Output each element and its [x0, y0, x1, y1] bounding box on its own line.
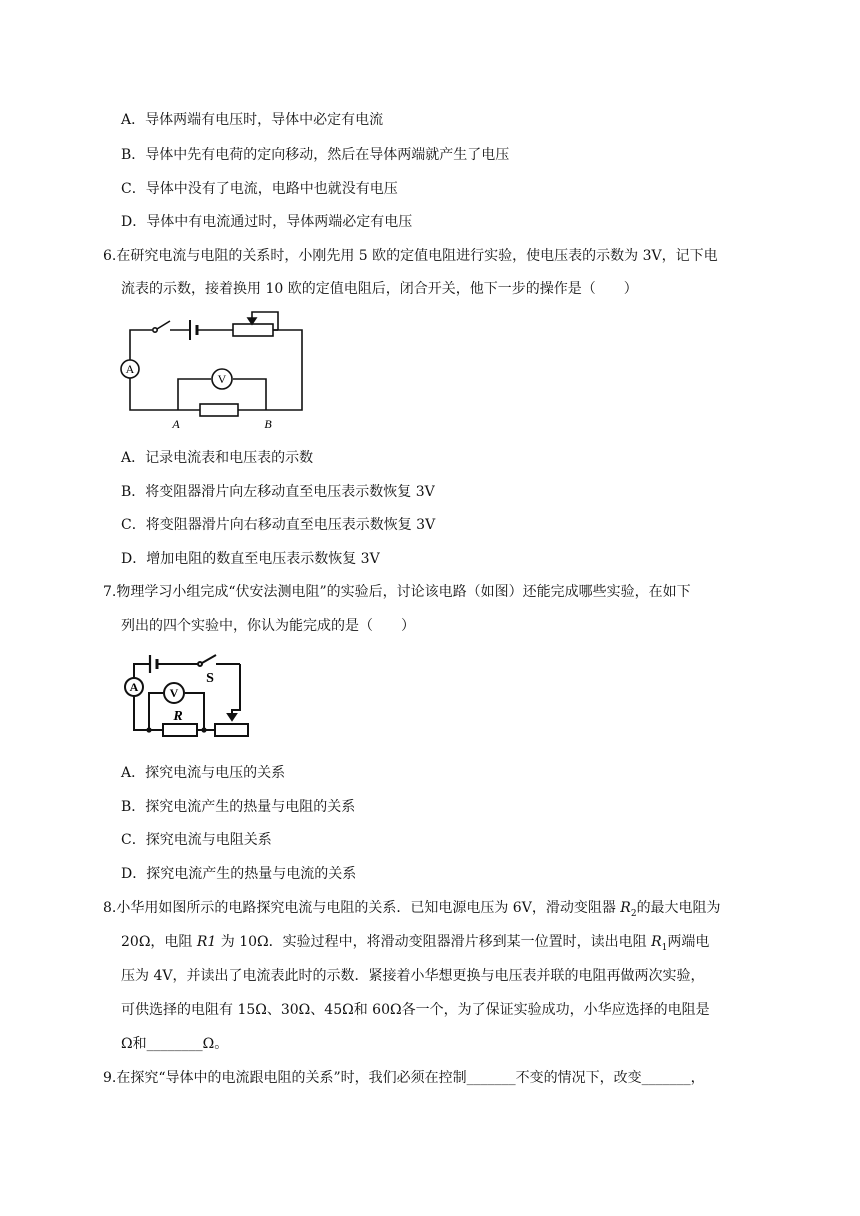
q8-stem-line5: Ω和________Ω。	[121, 1036, 229, 1052]
q7-ammeter-label: A	[129, 680, 139, 694]
q8-text: 为 10Ω．实验过程中，将滑动变阻器滑片移到某一位置时，读出电阻	[216, 934, 652, 950]
q7-option-b: B．探究电流产生的热量与电阻的关系	[121, 799, 356, 815]
q9-stem-line1: 9.在探究“导体中的电流跟电阻的关系”时，我们必须在控制_______不变的情况下，改变_______，	[103, 1070, 705, 1086]
q7-switch-label: S	[206, 671, 214, 686]
q7-resistor-label: R	[173, 709, 183, 724]
q8-text: 两端电	[667, 934, 710, 950]
q6-stem-line1: 6.在研究电流与电阻的关系时，小刚先用 5 欧的定值电阻进行实验，使电压表的示数为 3V，记下电	[103, 248, 718, 264]
q8-r1-symbol-b: R	[651, 934, 662, 950]
q8-stem-line4: 可供选择的电阻有 15Ω、30Ω、45Ω和 60Ω各一个，为了保证实验成功，小华应选择的电阻是	[121, 1002, 710, 1018]
q6-ammeter-label: A	[125, 362, 135, 376]
q6-stem-line2: 流表的示数，接着换用 10 欧的定值电阻后，闭合开关，他下一步的操作是（ ）	[121, 281, 638, 297]
q8-r1-subscript: 1	[661, 942, 668, 953]
q7-voltmeter-label: V	[169, 686, 179, 700]
q7-option-d: D．探究电流产生的热量与电流的关系	[121, 866, 357, 882]
q5-option-b: B．导体中先有电荷的定向移动，然后在导体两端就产生了电压	[121, 147, 510, 163]
q6-option-d: D．增加电阻的数直至电压表示数恢复 3V	[121, 551, 380, 567]
q7-option-c: C．探究电流与电阻关系	[121, 832, 272, 848]
q8-stem-line3: 压为 4V，并读出了电流表此时的示数．紧接着小华想更换与电压表并联的电阻再做两次实验，	[121, 968, 705, 984]
q7-option-a: A．探究电流与电压的关系	[121, 765, 286, 781]
q5-option-c: C．导体中没有了电流，电路中也就没有电压	[121, 181, 398, 197]
q6-point-b-label: B	[264, 417, 272, 431]
q8-text: 的最大电阻为	[636, 900, 721, 916]
q8-r1-symbol: R1	[196, 934, 217, 950]
q6-point-a-label: A	[172, 417, 180, 431]
q7-stem-line1: 7.物理学习小组完成“伏安法测电阻”的实验后，讨论该电路（如图）还能完成哪些实验，在如下	[103, 584, 691, 600]
q8-stem-line1	[103, 898, 721, 924]
q5-option-d: D．导体中有电流通过时，导体两端必定有电压	[121, 214, 413, 230]
q5-option-a: A．导体两端有电压时，导体中必定有电流	[121, 112, 384, 128]
q6-option-b: B．将变阻器滑片向左移动直至电压表示数恢复 3V	[121, 484, 435, 500]
q6-voltmeter-label: V	[217, 372, 227, 386]
q8-text: 20Ω，电阻	[121, 934, 197, 950]
q6-option-a: A．记录电流表和电压表的示数	[121, 450, 314, 466]
q7-stem-line2: 列出的四个实验中，你认为能完成的是（ ）	[121, 618, 415, 634]
q7-circuit-diagram	[120, 652, 255, 742]
q6-option-c: C．将变阻器滑片向右移动直至电压表示数恢复 3V	[121, 517, 436, 533]
q6-circuit-diagram	[118, 308, 308, 430]
q8-text: 8.小华用如图所示的电路探究电流与电阻的关系．已知电源电压为 6V，滑动变阻器	[103, 900, 621, 916]
q8-r2-subscript: 2	[630, 908, 637, 919]
q8-stem-line2	[121, 932, 709, 958]
q8-r2-symbol: R	[620, 900, 631, 916]
